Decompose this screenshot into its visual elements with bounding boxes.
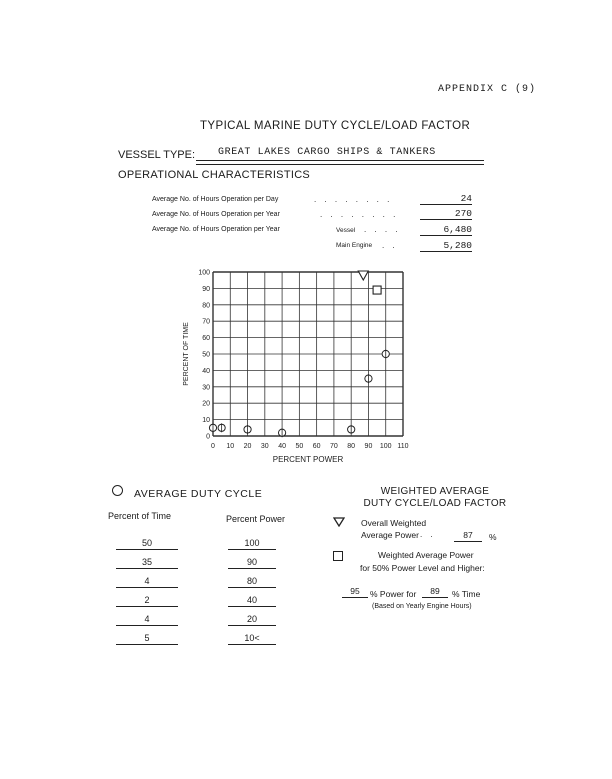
x-tick-label: 40 [278,443,286,450]
x-tick-label: 10 [226,443,235,450]
time-suffix-label: % Time [452,589,481,599]
power-level-label: for 50% Power Level and Higher: [360,563,485,573]
hours-per-year-label: Average No. of Hours Operation per Year [152,211,280,218]
y-tick-label: 70 [202,318,210,326]
duty-power-cell: 80 [228,575,276,588]
duty-power-cell: 90 [228,556,276,569]
weighted-heading-line2: DUTY CYCLE/LOAD FACTOR [363,498,507,509]
weighted-average-point [373,286,381,294]
y-tick-label: 80 [202,302,210,310]
percent-time-header: Percent of Time [108,511,172,521]
duty-time-cell: 5 [116,632,178,645]
duty-power-cell: 20 [228,613,276,626]
x-tick-label: 0 [211,443,215,450]
duty-power-cell: 10< [228,632,276,645]
leader-dots: . . . . [364,225,401,234]
y-tick-label: 50 [202,351,210,359]
percent-power-header: Percent Power [226,514,286,524]
duty-time-cell: 50 [116,537,178,550]
vessel-hours-label: Vessel [336,227,356,234]
appendix-label: APPENDIX C (9) [438,84,537,95]
leader-dots: . . . . . . . . [320,210,399,219]
leader-dots: . . [420,530,436,539]
basis-note: (Based on Yearly Engine Hours) [372,603,472,610]
x-tick-label: 90 [364,443,373,450]
y-tick-label: 30 [202,384,210,392]
time-value: 89 [422,586,448,598]
power-value: 95 [342,586,368,598]
x-tick-label: 30 [260,443,269,450]
y-tick-label: 20 [202,400,210,408]
percent-sign: % [489,532,497,542]
overall-average-point [358,271,368,280]
duty-power-cell: 100 [228,537,276,550]
x-axis-label: PERCENT POWER [272,455,344,464]
page-title: TYPICAL MARINE DUTY CYCLE/LOAD FACTOR [200,120,471,132]
main-engine-value: 5,280 [420,240,472,252]
main-engine-label: Main Engine [336,242,373,249]
y-tick-label: 100 [198,269,210,277]
y-tick-label: 90 [202,285,210,293]
average-power-label: Average Power [361,530,419,540]
average-duty-cycle-heading: AVERAGE DUTY CYCLE [134,488,263,500]
weighted-average-power-label: Weighted Average Power [378,550,474,560]
weighted-heading-line1: WEIGHTED AVERAGE [380,486,490,497]
triangle-down-icon [333,517,345,527]
vessel-underline [196,164,484,165]
y-axis-label: PERCENT OF TIME [183,322,190,386]
hours-per-day-label: Average No. of Hours Operation per Day [152,196,279,203]
x-tick-label: 50 [295,443,304,450]
vessel-hours-value: 6,480 [420,224,472,236]
x-tick-label: 20 [243,443,252,450]
y-tick-label: 40 [202,367,210,375]
x-tick-label: 110 [397,443,409,450]
x-tick-label: 100 [379,443,392,450]
y-tick-label: 60 [202,335,210,343]
x-tick-label: 80 [347,443,356,450]
y-tick-label: 0 [206,433,210,441]
overall-power-value: 87 [454,530,482,542]
vessel-type-label: VESSEL TYPE: [118,149,196,161]
square-marker-icon [333,551,343,561]
duty-cycle-chart [180,262,420,474]
duty-power-cell: 40 [228,594,276,607]
hours-per-year-value: 270 [420,208,472,220]
power-for-label: % Power for [370,589,417,599]
circle-marker-icon [112,485,123,496]
vessel-type-value: GREAT LAKES CARGO SHIPS & TANKERS [196,147,484,161]
operational-heading: OPERATIONAL CHARACTERISTICS [118,169,311,181]
duty-time-cell: 4 [116,613,178,626]
x-tick-label: 70 [330,443,338,450]
overall-weighted-label: Overall Weighted [361,518,427,528]
leader-dots: . . [382,241,398,250]
y-tick-label: 10 [202,417,210,425]
leader-dots: . . . . . . . . [314,195,393,204]
duty-time-cell: 2 [116,594,178,607]
x-tick-label: 60 [312,443,321,450]
hours-operation-year-label: Average No. of Hours Operation per Year [152,226,280,233]
duty-time-cell: 35 [116,556,178,569]
weighted-average-heading [350,486,520,510]
duty-time-cell: 4 [116,575,178,588]
hours-per-day-value: 24 [420,193,472,205]
